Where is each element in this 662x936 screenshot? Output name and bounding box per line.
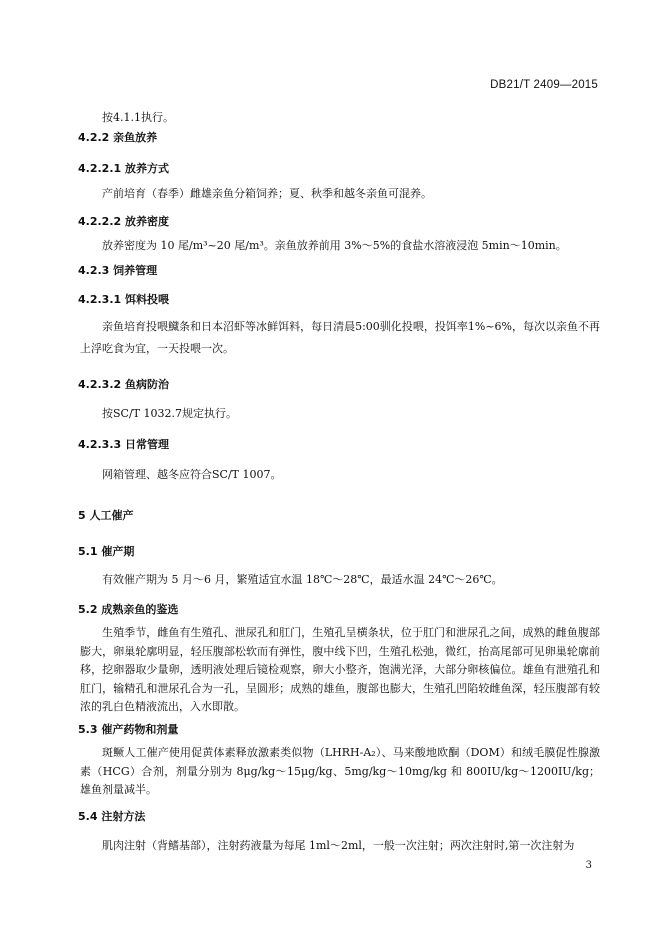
heading-4-2-3-3: 4.2.3.3 日常管理 <box>78 438 169 451</box>
paragraph-4-2-2-1: 产前培育（春季）雌雄亲鱼分箱饲养；夏、秋季和越冬亲鱼可混养。 <box>102 187 432 200</box>
paragraph-4-2-3-3: 网箱管理、越冬应符合SC/T 1007。 <box>102 468 282 481</box>
paragraph-4-2-3-2: 按SC/T 1032.7规定执行。 <box>102 407 237 420</box>
paragraph-5-4: 肌肉注射（背鳍基部），注射药液量为每尾 1ml～2ml，一般一次注射；两次注射时,第一次注射为 <box>102 839 575 852</box>
paragraph-5-2: 生殖季节，雌鱼有生殖孔、泄尿孔和肛门，生殖孔呈横条状，位于肛门和泄尿孔之间，成熟的雌鱼腹部膨大，卵巢轮廓明显，轻压腹部松软而有弹性，腹中线下凹，生殖孔松弛，微红，抬高尾部可见卵巢轮廓前移，挖卵器取少量卵，透明液处理后镜检观察，卵大小整齐，饱满光泽，大部分卵核偏位。雄鱼有泄殖孔和肛门，输精孔和泄尿孔合为一孔，呈圆形；成熟的雄鱼，腹部也膨大，生殖孔凹陷较雌鱼深，轻压腹部有较浓的乳白色精液流出，入水即散。 <box>80 626 600 713</box>
heading-4-2-3-1: 4.2.3.1 饵料投喂 <box>78 293 169 306</box>
page-number: 3 <box>585 860 592 871</box>
heading-5-4: 5.4 注射方法 <box>78 810 146 823</box>
page-header: DB21/T 2409—2015 <box>490 79 598 91</box>
heading-5-3: 5.3 催产药物和剂量 <box>78 723 179 736</box>
heading-4-2-3-2: 4.2.3.2 鱼病防治 <box>78 378 169 391</box>
paragraph-4-2-2-2: 放养密度为 10 尾/m³~20 尾/m³。亲鱼放养前用 3%～5%的食盐水溶液浸泡 5min～10min。 <box>102 239 567 252</box>
heading-5: 5 人工催产 <box>78 509 134 522</box>
heading-5-1: 5.1 催产期 <box>78 545 135 558</box>
heading-4-2-3: 4.2.3 饲养管理 <box>78 264 158 277</box>
paragraph-5-3: 斑鳜人工催产使用促黄体素释放激素类似物（LHRH-A₂）、马来酸地欧酮（DOM）和绒毛膜促性腺激素（HCG）合剂，剂量分别为 8μg/kg～15μg/kg、5mg/kg～10mg/kg 和 800IU/kg～1200IU/kg；雄鱼剂量减半。 <box>80 746 600 796</box>
heading-4-2-2: 4.2.2 亲鱼放养 <box>78 131 158 144</box>
paragraph-5-1: 有效催产期为 5 月～6 月，繁殖适宜水温 18℃～28℃，最适水温 24℃～26℃。 <box>102 573 503 586</box>
heading-4-2-2-1: 4.2.2.1 放养方式 <box>78 162 169 175</box>
paragraph-4-2-3-1: 亲鱼培育投喂鱵条和日本沼虾等冰鲜饵料，每日清晨5:00驯化投喂，投饵率1%~6%，每次以亲鱼不再上浮吃食为宜，一天投喂一次。 <box>80 320 600 355</box>
paragraph-4-1-1-ref: 按4.1.1执行。 <box>102 111 174 124</box>
heading-5-2: 5.2 成熟亲鱼的鉴选 <box>78 603 179 616</box>
heading-4-2-2-2: 4.2.2.2 放养密度 <box>78 215 169 228</box>
